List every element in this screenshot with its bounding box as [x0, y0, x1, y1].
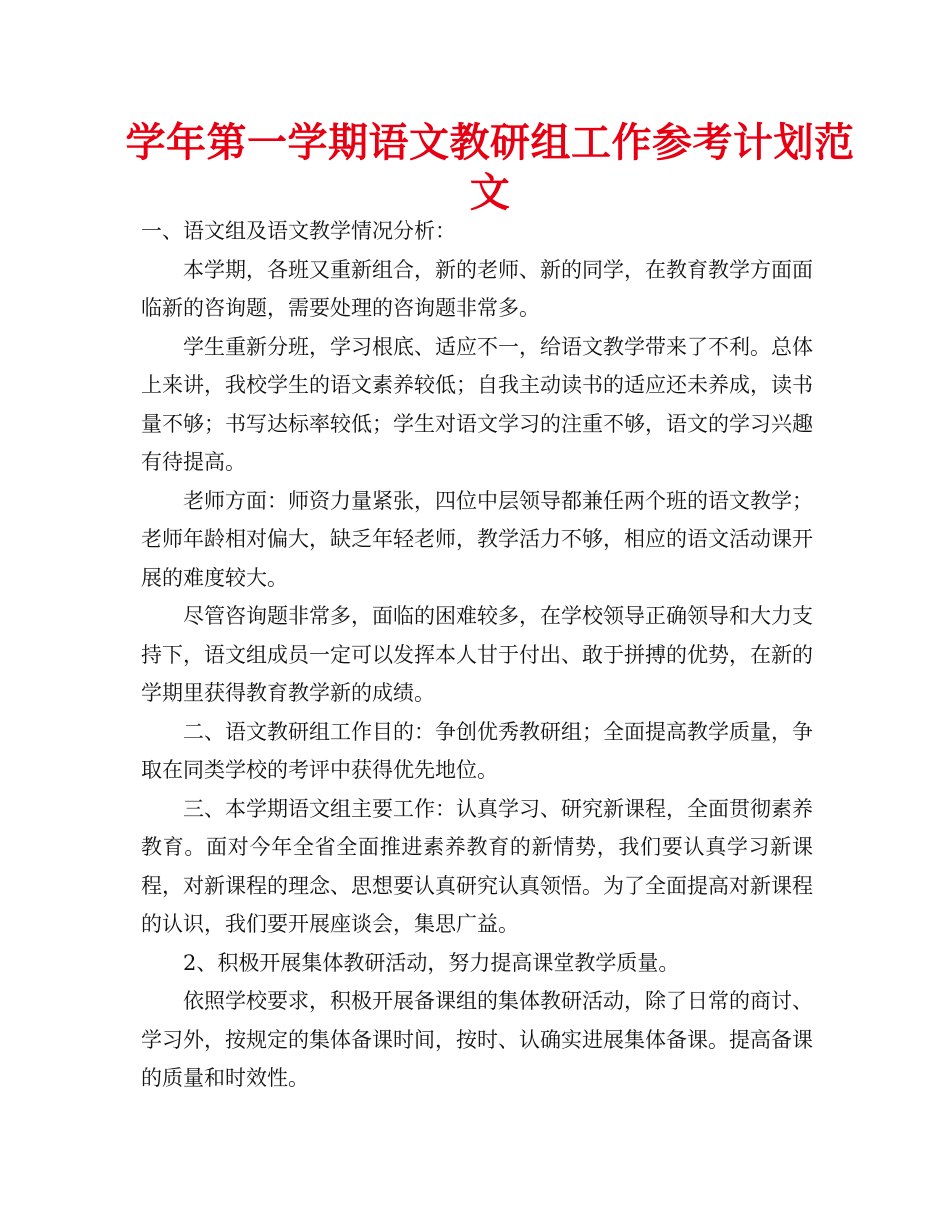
- document-body: [141, 212, 813, 1098]
- paragraph: 本学期，各班又重新组合，新的老师、新的同学，在教育教学方面面临新的咨询题，需要处理的咨询题非常多。: [141, 257, 813, 320]
- paragraph: 老师方面：师资力量紧张，四位中层领导都兼任两个班的语文教学；老师年龄相对偏大，缺乏年轻老师，教学活力不够，相应的语文活动课开展的难度较大。: [141, 488, 813, 590]
- document-title: 学年第一学期语文教研组工作参考计划范文: [125, 120, 855, 216]
- paragraph: 依照学校要求，积极开展备课组的集体教研活动，除了日常的商讨、学习外，按规定的集体备课时间，按时、认确实进展集体备课。提高备课的质量和时效性。: [141, 989, 813, 1090]
- paragraph: 2、积极开展集体教研活动，努力提高课堂教学质量。: [183, 950, 680, 975]
- paragraph: 二、语文教研组工作目的：争创优秀教研组；全面提高教学质量，争取在同类学校的考评中获得优先地位。: [141, 719, 813, 782]
- paragraph: 尽管咨询题非常多，面临的困难较多，在学校领导正确领导和大力支持下，语文组成员一定可以发挥本人甘于付出、敢于拼搏的优势，在新的学期里获得教育教学新的成绩。: [141, 604, 813, 705]
- section-heading: 一、语文组及语文教学情况分析：: [141, 219, 456, 243]
- paragraph: 学生重新分班，学习根底、适应不一，给语文教学带来了不利。总体上来讲，我校学生的语文素养较低；自我主动读书的适应还未养成，读书量不够；书写达标率较低；学生对语文学习的注重不够，语文的学习兴趣有待提高。: [141, 334, 813, 474]
- paragraph: 三、本学期语文组主要工作：认真学习、研究新课程，全面贯彻素养教育。面对今年全省全面推进素养教育的新情势，我们要认真学习新课程，对新课程的理念、思想要认真研究认真领悟。为了全面提高对新课程的认识，我们要开展座谈会，集思广益。: [141, 796, 813, 936]
